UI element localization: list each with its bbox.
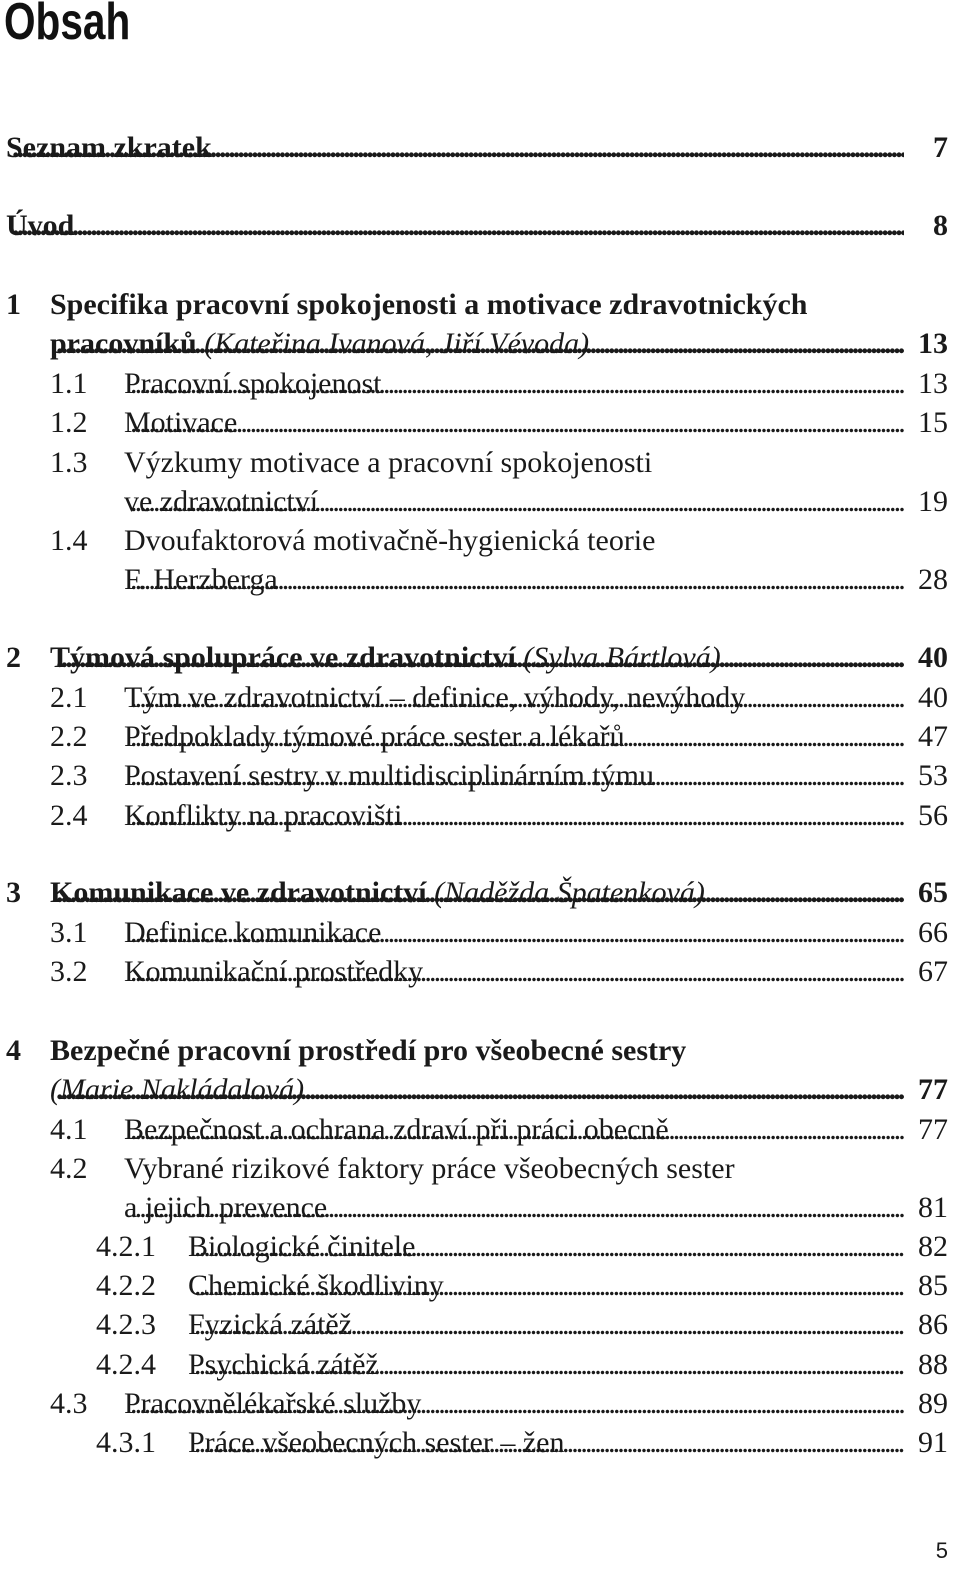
dot-leader xyxy=(12,128,904,168)
toc-entry-title xyxy=(124,443,652,483)
dot-leader xyxy=(130,1110,904,1150)
toc-entry-page: 7 xyxy=(933,131,948,164)
toc-entry-number: 2.4 xyxy=(50,799,88,832)
toc-entry[interactable] xyxy=(0,1423,960,1463)
toc-entry[interactable] xyxy=(0,1149,960,1189)
toc-entry-label: a jejich prevence xyxy=(124,1191,328,1224)
toc-entry-label: Chemické škodliviny xyxy=(188,1269,444,1302)
toc-entry-page: 15 xyxy=(918,406,948,439)
toc-entry-number: 2.3 xyxy=(50,759,88,792)
toc-entry[interactable] xyxy=(0,482,960,522)
toc-entry-number: 3.1 xyxy=(50,916,88,949)
toc-entry-label: Definice komunikace xyxy=(124,916,382,949)
toc-entry-number: 2.1 xyxy=(50,681,88,714)
toc-entry[interactable] xyxy=(0,1345,960,1385)
toc-entry-author: (Naděžda Špatenková) xyxy=(426,876,705,909)
toc-entry-number: 3.2 xyxy=(50,955,88,988)
toc-entry-page: 40 xyxy=(918,681,948,714)
toc-entry-page: 53 xyxy=(918,759,948,792)
toc-entry-page: 67 xyxy=(918,955,948,988)
dot-leader xyxy=(130,952,904,992)
dot-leader xyxy=(130,756,904,796)
page-title: Obsah xyxy=(4,0,131,51)
toc-entry[interactable] xyxy=(0,1070,960,1110)
toc-entry-number: 4.1 xyxy=(50,1113,88,1146)
toc-entry-number: 4.2.3 xyxy=(96,1308,156,1341)
toc-entry[interactable] xyxy=(0,913,960,953)
dot-leader xyxy=(130,364,904,404)
dot-leader xyxy=(194,1305,904,1345)
toc-entry-number: 4.2.1 xyxy=(96,1230,156,1263)
toc-entry-label: Týmová spolupráce ve zdravotnictví xyxy=(50,641,516,674)
toc-entry[interactable] xyxy=(0,1305,960,1345)
toc-entry-label: Postavení sestry v multidisciplinárním týmu xyxy=(124,759,654,792)
toc-entry-number: 4.2.2 xyxy=(96,1269,156,1302)
toc-entry[interactable] xyxy=(0,1031,960,1071)
toc-entry[interactable] xyxy=(0,796,960,836)
toc-entry-page: 77 xyxy=(918,1113,948,1146)
dot-leader xyxy=(194,1345,904,1385)
toc-entry-label: Tým ve zdravotnictví – definice, výhody, nevýhody xyxy=(124,681,746,714)
toc-entry-label: Motivace xyxy=(124,406,238,439)
dot-leader xyxy=(130,913,904,953)
toc-entry[interactable] xyxy=(0,638,960,678)
toc-entry-number: 3 xyxy=(6,876,21,909)
toc-entry-label: pracovníků xyxy=(50,327,197,360)
toc-entry-label: Dvoufaktorová motivačně-hygienická teorie xyxy=(124,524,656,557)
toc-entry-title xyxy=(50,1031,686,1071)
toc-entry-label: Bezpečné pracovní prostředí pro všeobecné sestry xyxy=(50,1034,687,1067)
toc-entry-title xyxy=(50,285,808,325)
toc-entry[interactable] xyxy=(0,128,960,168)
toc-entry-page: 28 xyxy=(918,563,948,596)
dot-leader xyxy=(56,638,904,678)
toc-entry-label: Předpoklady týmové práce sester a lékařů xyxy=(124,720,625,753)
toc-entry-number: 4.3 xyxy=(50,1387,88,1420)
toc-entry-author: (Kateřina Ivanová, Jiří Vévoda) xyxy=(196,327,590,360)
toc-entry-number: 1.1 xyxy=(50,367,88,400)
toc-entry-page: 77 xyxy=(918,1073,948,1106)
toc-entry-page: 65 xyxy=(918,876,948,909)
toc-entry[interactable] xyxy=(0,403,960,443)
toc-entry-label: Bezpečnost a ochrana zdraví při práci obecně xyxy=(124,1113,669,1146)
toc-entry-label: Vybrané rizikové faktory práce všeobecných sester xyxy=(124,1152,735,1185)
toc-entry-author: (Sylva Bártlová) xyxy=(515,641,721,674)
dot-leader xyxy=(130,678,904,718)
dot-leader xyxy=(130,560,904,600)
toc-entry-number: 1.2 xyxy=(50,406,88,439)
toc-entry-label: Úvod xyxy=(6,209,75,242)
toc-entry-label: Fyzická zátěž xyxy=(188,1308,353,1341)
toc-entry-page: 8 xyxy=(933,209,948,242)
toc-entry-page: 40 xyxy=(918,641,948,674)
dot-leader xyxy=(194,1266,904,1306)
toc-entry-page: 13 xyxy=(918,367,948,400)
dot-leader xyxy=(130,1188,904,1228)
toc-entry[interactable] xyxy=(0,206,960,246)
toc-entry-label: Konflikty na pracovišti xyxy=(124,799,403,832)
toc-entry-page: 88 xyxy=(918,1348,948,1381)
dot-leader xyxy=(130,403,904,443)
toc-entry-page: 82 xyxy=(918,1230,948,1263)
toc-entry-number: 1.3 xyxy=(50,446,88,479)
toc-entry[interactable] xyxy=(0,756,960,796)
toc-entry-label: Komunikace ve zdravotnictví xyxy=(50,876,427,909)
toc-entry[interactable] xyxy=(0,364,960,404)
toc-entry-page: 47 xyxy=(918,720,948,753)
toc-entry[interactable] xyxy=(0,560,960,600)
toc-entry[interactable] xyxy=(0,1384,960,1424)
toc-entry[interactable] xyxy=(0,678,960,718)
dot-leader xyxy=(130,482,904,522)
toc-entry-page: 66 xyxy=(918,916,948,949)
dot-leader xyxy=(130,796,904,836)
dot-leader xyxy=(56,873,904,913)
toc-entry-title xyxy=(124,521,655,561)
toc-entry-page: 86 xyxy=(918,1308,948,1341)
toc-entry-page: 91 xyxy=(918,1426,948,1459)
toc-entry-author: (Marie Nakládalová) xyxy=(50,1073,305,1106)
dot-leader xyxy=(194,1227,904,1267)
toc-entry[interactable] xyxy=(0,1110,960,1150)
toc-entry-number: 4 xyxy=(6,1034,21,1067)
toc-entry-page: 81 xyxy=(918,1191,948,1224)
toc-entry-label: Pracovní spokojenost xyxy=(124,367,382,400)
toc-entry-page: 56 xyxy=(918,799,948,832)
toc-entry-label: Biologické činitele xyxy=(188,1230,416,1263)
toc-entry-label: Výzkumy motivace a pracovní spokojenosti xyxy=(124,446,653,479)
toc-entry-number: 4.3.1 xyxy=(96,1426,156,1459)
toc-entry[interactable] xyxy=(0,717,960,757)
toc-entry[interactable] xyxy=(0,324,960,364)
toc-entry-page: 19 xyxy=(918,485,948,518)
toc-entry-page: 89 xyxy=(918,1387,948,1420)
toc-entry[interactable] xyxy=(0,1266,960,1306)
toc-entry-title xyxy=(124,1149,735,1189)
toc-entry-number: 1.4 xyxy=(50,524,88,557)
toc-entry-page: 13 xyxy=(918,327,948,360)
toc-entry-label: F. Herzberga xyxy=(124,563,278,596)
toc-entry-label: ve zdravotnictví xyxy=(124,485,319,518)
dot-leader xyxy=(194,1423,904,1463)
dot-leader xyxy=(130,1384,904,1424)
toc-entry-page: 85 xyxy=(918,1269,948,1302)
toc-entry[interactable] xyxy=(0,952,960,992)
toc-entry-label: Psychická zátěž xyxy=(188,1348,379,1381)
toc-entry[interactable] xyxy=(0,1188,960,1228)
toc-entry[interactable] xyxy=(0,1227,960,1267)
dot-leader xyxy=(130,717,904,757)
toc-entry-label: Práce všeobecných sester – žen xyxy=(188,1426,565,1459)
toc-entry[interactable] xyxy=(0,443,960,483)
toc-entry-label: Specifika pracovní spokojenosti a motivace zdravotnických xyxy=(50,288,808,321)
toc-entry[interactable] xyxy=(0,285,960,325)
dot-leader xyxy=(56,324,904,364)
dot-leader xyxy=(12,206,904,246)
toc-entry-number: 4.2.4 xyxy=(96,1348,156,1381)
toc-entry-label: Pracovnělékařské služby xyxy=(124,1387,422,1420)
toc-entry[interactable] xyxy=(0,521,960,561)
toc-entry-number: 4.2 xyxy=(50,1152,88,1185)
toc-entry-label: Komunikační prostředky xyxy=(124,955,424,988)
toc-entry-number: 2.2 xyxy=(50,720,88,753)
toc-entry-number: 2 xyxy=(6,641,21,674)
dot-leader xyxy=(56,1070,904,1110)
page-number: 5 xyxy=(935,1538,948,1563)
toc-entry-label: Seznam zkratek xyxy=(6,131,212,164)
toc-entry[interactable] xyxy=(0,873,960,913)
toc-entry-number: 1 xyxy=(6,288,21,321)
